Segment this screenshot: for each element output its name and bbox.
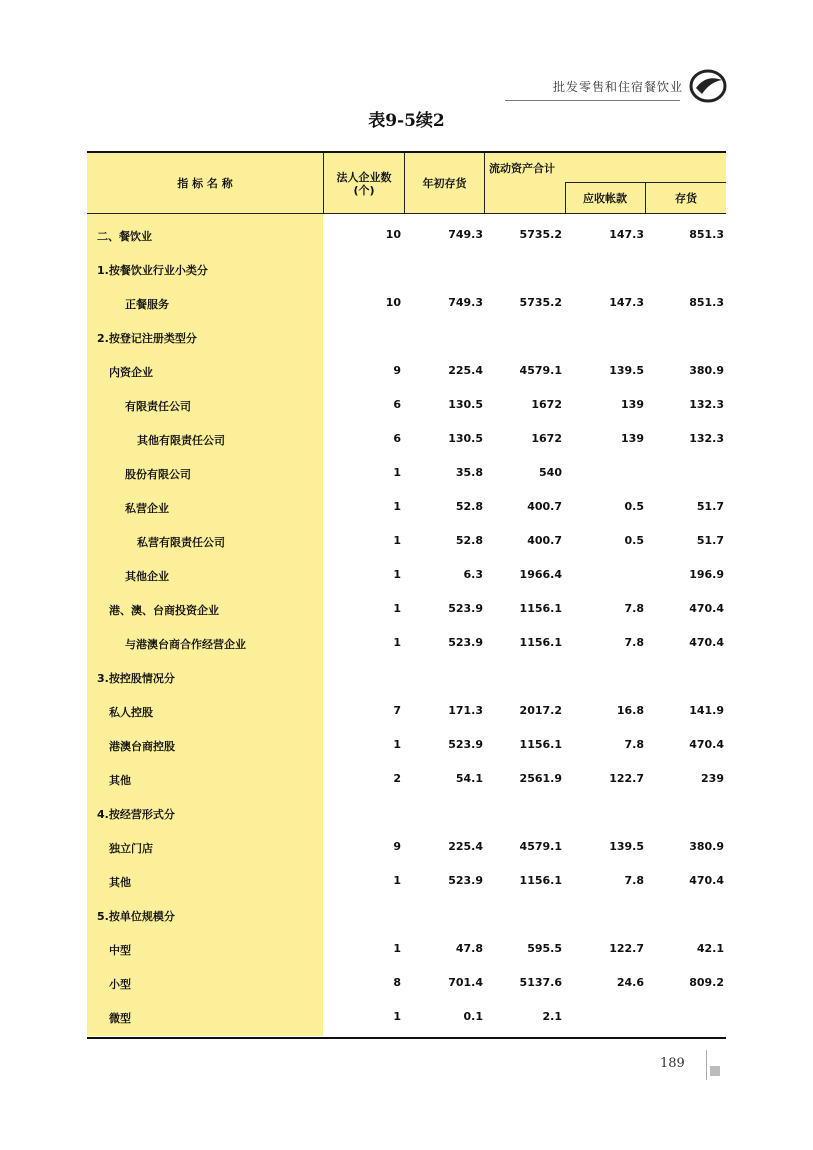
header-divider xyxy=(484,153,485,214)
row-label: 股份有限公司 xyxy=(125,468,191,481)
row-label: 内资企业 xyxy=(109,366,153,379)
row-value: 1 xyxy=(393,1010,401,1023)
row-label: 微型 xyxy=(109,1012,131,1025)
row-value: 1966.4 xyxy=(519,568,562,581)
row-value: 523.9 xyxy=(448,874,483,887)
row-value: 1 xyxy=(393,738,401,751)
row-label: 其他有限责任公司 xyxy=(137,434,225,447)
table-row xyxy=(87,1000,726,1034)
row-value: 1 xyxy=(393,500,401,513)
row-value: 147.3 xyxy=(609,296,644,309)
page-number: 189 xyxy=(660,1056,685,1071)
header-subrule xyxy=(565,182,726,183)
row-value: 196.9 xyxy=(689,568,724,581)
row-value: 851.3 xyxy=(689,228,724,241)
row-value: 171.3 xyxy=(448,704,483,717)
row-label: 小型 xyxy=(109,978,131,991)
row-label: 5.按单位规模分 xyxy=(97,910,175,923)
row-value: 1 xyxy=(393,942,401,955)
row-value: 24.6 xyxy=(616,976,644,989)
row-value: 400.7 xyxy=(527,534,562,547)
table-row xyxy=(87,966,726,1000)
header-firms: 法人企业数 (个) xyxy=(336,170,392,197)
table-row xyxy=(87,694,726,728)
row-value: 2017.2 xyxy=(519,704,562,717)
row-value: 47.8 xyxy=(455,942,483,955)
row-value: 51.7 xyxy=(696,534,724,547)
table-row xyxy=(87,354,726,388)
page-marker xyxy=(710,1066,720,1076)
row-value: 239 xyxy=(701,772,724,785)
row-value: 132.3 xyxy=(689,398,724,411)
row-value: 380.9 xyxy=(689,840,724,853)
row-value: 1 xyxy=(393,636,401,649)
row-label: 私营企业 xyxy=(125,502,169,515)
row-value: 16.8 xyxy=(616,704,644,717)
table-row xyxy=(87,218,726,252)
row-value: 0.5 xyxy=(624,534,644,547)
row-value: 225.4 xyxy=(448,364,483,377)
header-opening-inventory: 年初存货 xyxy=(422,177,467,190)
table-row xyxy=(87,456,726,490)
row-value: 1156.1 xyxy=(519,738,562,751)
row-value: 7.8 xyxy=(624,874,644,887)
header-indicator: 指 标 名 称 xyxy=(177,177,233,190)
row-value: 6 xyxy=(393,398,401,411)
row-value: 10 xyxy=(385,296,401,309)
row-value: 851.3 xyxy=(689,296,724,309)
row-label: 港、澳、台商投资企业 xyxy=(109,604,219,617)
row-value: 8 xyxy=(393,976,401,989)
table-header xyxy=(87,151,726,214)
row-value: 122.7 xyxy=(609,942,644,955)
header-divider xyxy=(645,183,646,214)
header-divider xyxy=(404,153,405,214)
running-header-rule xyxy=(505,100,680,101)
row-label: 独立门店 xyxy=(109,842,153,855)
row-value: 540 xyxy=(539,466,562,479)
row-value: 523.9 xyxy=(448,602,483,615)
row-label: 3.按控股情况分 xyxy=(97,672,175,685)
row-value: 122.7 xyxy=(609,772,644,785)
table-row xyxy=(87,660,726,694)
header-divider xyxy=(323,153,324,214)
row-value: 7 xyxy=(393,704,401,717)
table-row xyxy=(87,898,726,932)
row-value: 5735.2 xyxy=(519,228,562,241)
row-value: 809.2 xyxy=(689,976,724,989)
table-bottom-rule xyxy=(87,1037,726,1039)
row-label: 中型 xyxy=(109,944,131,957)
header-inventory: 存货 xyxy=(675,192,697,205)
row-label: 其他 xyxy=(109,876,131,889)
row-value: 1 xyxy=(393,602,401,615)
running-header: 批发零售和住宿餐饮业 xyxy=(552,80,683,94)
row-label: 私营有限责任公司 xyxy=(137,536,225,549)
row-value: 5137.6 xyxy=(519,976,562,989)
row-value: 4579.1 xyxy=(519,840,562,853)
row-value: 2561.9 xyxy=(519,772,562,785)
row-value: 701.4 xyxy=(448,976,483,989)
row-value: 42.1 xyxy=(696,942,724,955)
row-value: 1156.1 xyxy=(519,602,562,615)
row-value: 1 xyxy=(393,568,401,581)
row-value: 4579.1 xyxy=(519,364,562,377)
row-value: 1672 xyxy=(531,432,562,445)
row-value: 35.8 xyxy=(455,466,483,479)
row-label: 港澳台商控股 xyxy=(109,740,175,753)
book-logo-icon xyxy=(688,66,728,106)
row-value: 225.4 xyxy=(448,840,483,853)
table-row xyxy=(87,830,726,864)
table-row xyxy=(87,252,726,286)
row-label: 与港澳台商合作经营企业 xyxy=(125,638,246,651)
row-value: 52.8 xyxy=(455,500,483,513)
row-value: 0.1 xyxy=(463,1010,483,1023)
row-value: 0.5 xyxy=(624,500,644,513)
row-value: 523.9 xyxy=(448,636,483,649)
row-value: 7.8 xyxy=(624,602,644,615)
row-value: 470.4 xyxy=(689,602,724,615)
row-value: 6 xyxy=(393,432,401,445)
row-value: 1 xyxy=(393,534,401,547)
row-value: 1672 xyxy=(531,398,562,411)
table-row xyxy=(87,490,726,524)
header-bottom-rule xyxy=(87,213,726,214)
row-value: 9 xyxy=(393,840,401,853)
row-label: 1.按餐饮业行业小类分 xyxy=(97,264,208,277)
row-value: 470.4 xyxy=(689,636,724,649)
row-value: 130.5 xyxy=(448,432,483,445)
table-row xyxy=(87,286,726,320)
row-label: 其他 xyxy=(109,774,131,787)
table-row xyxy=(87,592,726,626)
row-value: 147.3 xyxy=(609,228,644,241)
row-value: 54.1 xyxy=(455,772,483,785)
row-label: 其他企业 xyxy=(125,570,169,583)
row-label: 二、餐饮业 xyxy=(97,230,152,243)
row-label: 私人控股 xyxy=(109,706,153,719)
row-value: 9 xyxy=(393,364,401,377)
row-value: 380.9 xyxy=(689,364,724,377)
header-divider xyxy=(565,183,566,214)
row-value: 400.7 xyxy=(527,500,562,513)
row-value: 52.8 xyxy=(455,534,483,547)
table-row xyxy=(87,796,726,830)
row-label: 有限责任公司 xyxy=(125,400,191,413)
row-value: 595.5 xyxy=(527,942,562,955)
row-value: 523.9 xyxy=(448,738,483,751)
row-value: 7.8 xyxy=(624,636,644,649)
table-row xyxy=(87,762,726,796)
row-value: 139.5 xyxy=(609,364,644,377)
header-current-assets: 流动资产合计 xyxy=(489,161,555,175)
row-value: 10 xyxy=(385,228,401,241)
table-row xyxy=(87,388,726,422)
row-label: 4.按经营形式分 xyxy=(97,808,175,821)
table-row xyxy=(87,864,726,898)
row-value: 2.1 xyxy=(542,1010,562,1023)
row-label: 正餐服务 xyxy=(125,298,169,311)
row-value: 139.5 xyxy=(609,840,644,853)
row-value: 141.9 xyxy=(689,704,724,717)
row-value: 749.3 xyxy=(448,228,483,241)
page-number-divider xyxy=(706,1050,707,1080)
row-value: 1 xyxy=(393,874,401,887)
row-label: 2.按登记注册类型分 xyxy=(97,332,197,345)
table-row xyxy=(87,422,726,456)
table-row xyxy=(87,524,726,558)
row-value: 132.3 xyxy=(689,432,724,445)
row-value: 139 xyxy=(621,432,644,445)
row-value: 6.3 xyxy=(463,568,483,581)
row-value: 139 xyxy=(621,398,644,411)
table-row xyxy=(87,320,726,354)
row-value: 470.4 xyxy=(689,738,724,751)
row-value: 470.4 xyxy=(689,874,724,887)
table-title: 表9-5续2 xyxy=(368,111,445,131)
table-row xyxy=(87,932,726,966)
header-receivables: 应收帐款 xyxy=(583,192,627,205)
row-value: 1156.1 xyxy=(519,636,562,649)
table-row xyxy=(87,626,726,660)
row-value: 51.7 xyxy=(696,500,724,513)
row-value: 130.5 xyxy=(448,398,483,411)
row-value: 749.3 xyxy=(448,296,483,309)
row-value: 1156.1 xyxy=(519,874,562,887)
row-value: 2 xyxy=(393,772,401,785)
row-value: 1 xyxy=(393,466,401,479)
table-row xyxy=(87,728,726,762)
row-value: 7.8 xyxy=(624,738,644,751)
table-row xyxy=(87,558,726,592)
row-value: 5735.2 xyxy=(519,296,562,309)
table-body xyxy=(87,218,726,1034)
